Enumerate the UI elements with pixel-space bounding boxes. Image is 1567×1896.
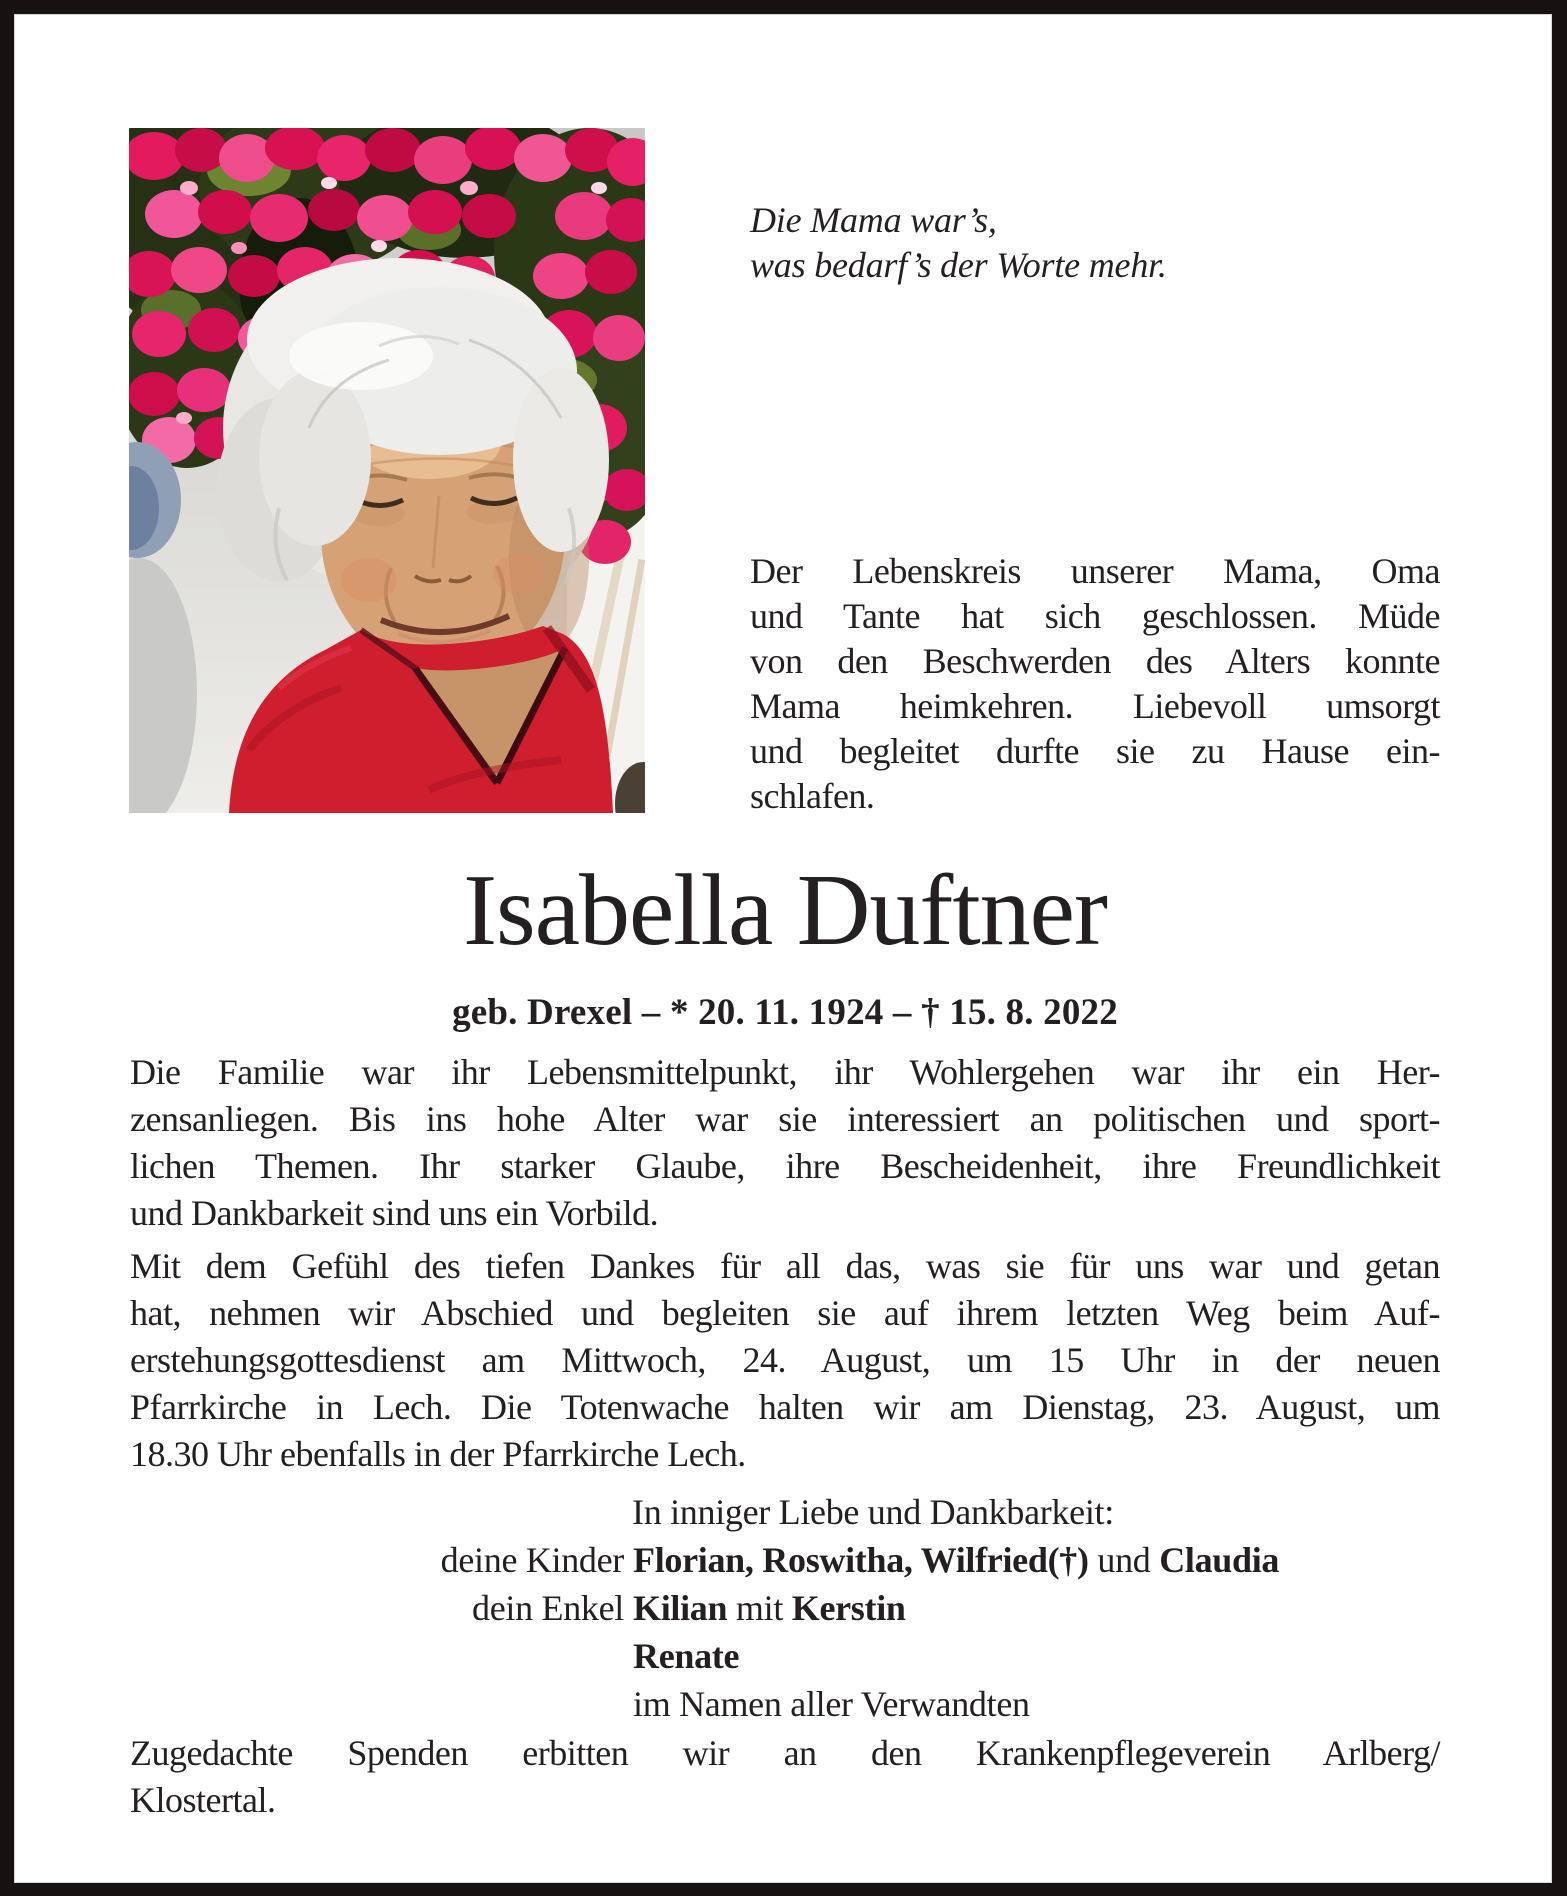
body-line: Klostertal. bbox=[130, 1780, 276, 1820]
body-line: 18.30 Uhr ebenfalls in der Pfarrkirche Lech. bbox=[130, 1434, 746, 1474]
closing-children-line bbox=[130, 1536, 1440, 1584]
birth-death-dates: geb. Drexel – * 20. 11. 1924 – † 15. 8. 2022 bbox=[452, 992, 1118, 1033]
closing-block bbox=[130, 1488, 1440, 1728]
closing-in-name-of-line: im Namen aller Verwandten bbox=[633, 1684, 1030, 1724]
intro-line: von den Beschwerden des Alters konnte bbox=[750, 641, 1440, 681]
body-line: lichen Themen. Ihr starker Glaube, ihre Bescheidenheit, ihre Freundlichkeit bbox=[130, 1146, 1440, 1186]
intro-paragraph bbox=[750, 549, 1440, 819]
deceased-name: Isabella Duftner bbox=[463, 854, 1107, 967]
intro-line: schlafen. bbox=[750, 776, 875, 816]
portrait-photo bbox=[129, 128, 645, 813]
portrait-photo-illustration bbox=[129, 128, 645, 813]
body-line: Die Familie war ihr Lebensmittelpunkt, ihr Wohlergehen war ihr ein Her- bbox=[130, 1052, 1440, 1092]
body-line: Pfarrkirche in Lech. Die Totenwache halten wir am Dienstag, 23. August, um bbox=[130, 1387, 1440, 1427]
intro-line: und begleitet durfte sie zu Hause ein- bbox=[750, 731, 1440, 771]
children-names: Florian, Roswitha, Wilfried(†) bbox=[633, 1540, 1089, 1580]
obituary-page bbox=[14, 14, 1552, 1883]
body-line: hat, nehmen wir Abschied und begleiten sie auf ihrem letzten Weg beim Auf- bbox=[130, 1293, 1440, 1333]
closing-grandson-line bbox=[130, 1584, 1440, 1632]
paragraph-farewell bbox=[130, 1243, 1440, 1478]
children-label: deine Kinder bbox=[440, 1540, 624, 1580]
motto-line: Die Mama war’s, bbox=[750, 200, 997, 240]
children-connector: und bbox=[1088, 1540, 1160, 1580]
body-line: erstehungsgottesdienst am Mittwoch, 24. August, um 15 Uhr in der neuen bbox=[130, 1340, 1440, 1380]
motto-line: was bedarf’s der Worte mehr. bbox=[750, 245, 1167, 285]
closing-heading: In inniger Liebe und Dankbarkeit: bbox=[632, 1492, 1114, 1532]
grandson-connector: mit bbox=[727, 1588, 792, 1628]
grandson-partner-name: Kerstin bbox=[791, 1588, 906, 1628]
body-line: Zugedachte Spenden erbitten wir an den Krankenpflegeverein Arlberg/ bbox=[130, 1733, 1440, 1773]
grandson-label: dein Enkel bbox=[472, 1588, 624, 1628]
closing-relative-line bbox=[130, 1632, 1440, 1680]
body-line: und Dankbarkeit sind uns ein Vorbild. bbox=[130, 1193, 659, 1233]
intro-line: Mama heimkehren. Liebevoll umsorgt bbox=[750, 686, 1440, 726]
grandson-name: Kilian bbox=[633, 1588, 728, 1628]
paragraph-donations bbox=[130, 1730, 1440, 1824]
children-name-claudia: Claudia bbox=[1159, 1540, 1280, 1580]
intro-line: Der Lebenskreis unserer Mama, Oma bbox=[750, 551, 1440, 591]
intro-line: und Tante hat sich geschlossen. Müde bbox=[750, 596, 1440, 636]
paragraph-family bbox=[130, 1049, 1440, 1237]
body-line: zensanliegen. Bis ins hohe Alter war sie interessiert an politischen und sport- bbox=[130, 1099, 1440, 1139]
relative-name: Renate bbox=[633, 1636, 740, 1676]
motto bbox=[750, 198, 1370, 288]
body-line: Mit dem Gefühl des tiefen Dankes für all das, was sie für uns war und getan bbox=[130, 1246, 1440, 1286]
